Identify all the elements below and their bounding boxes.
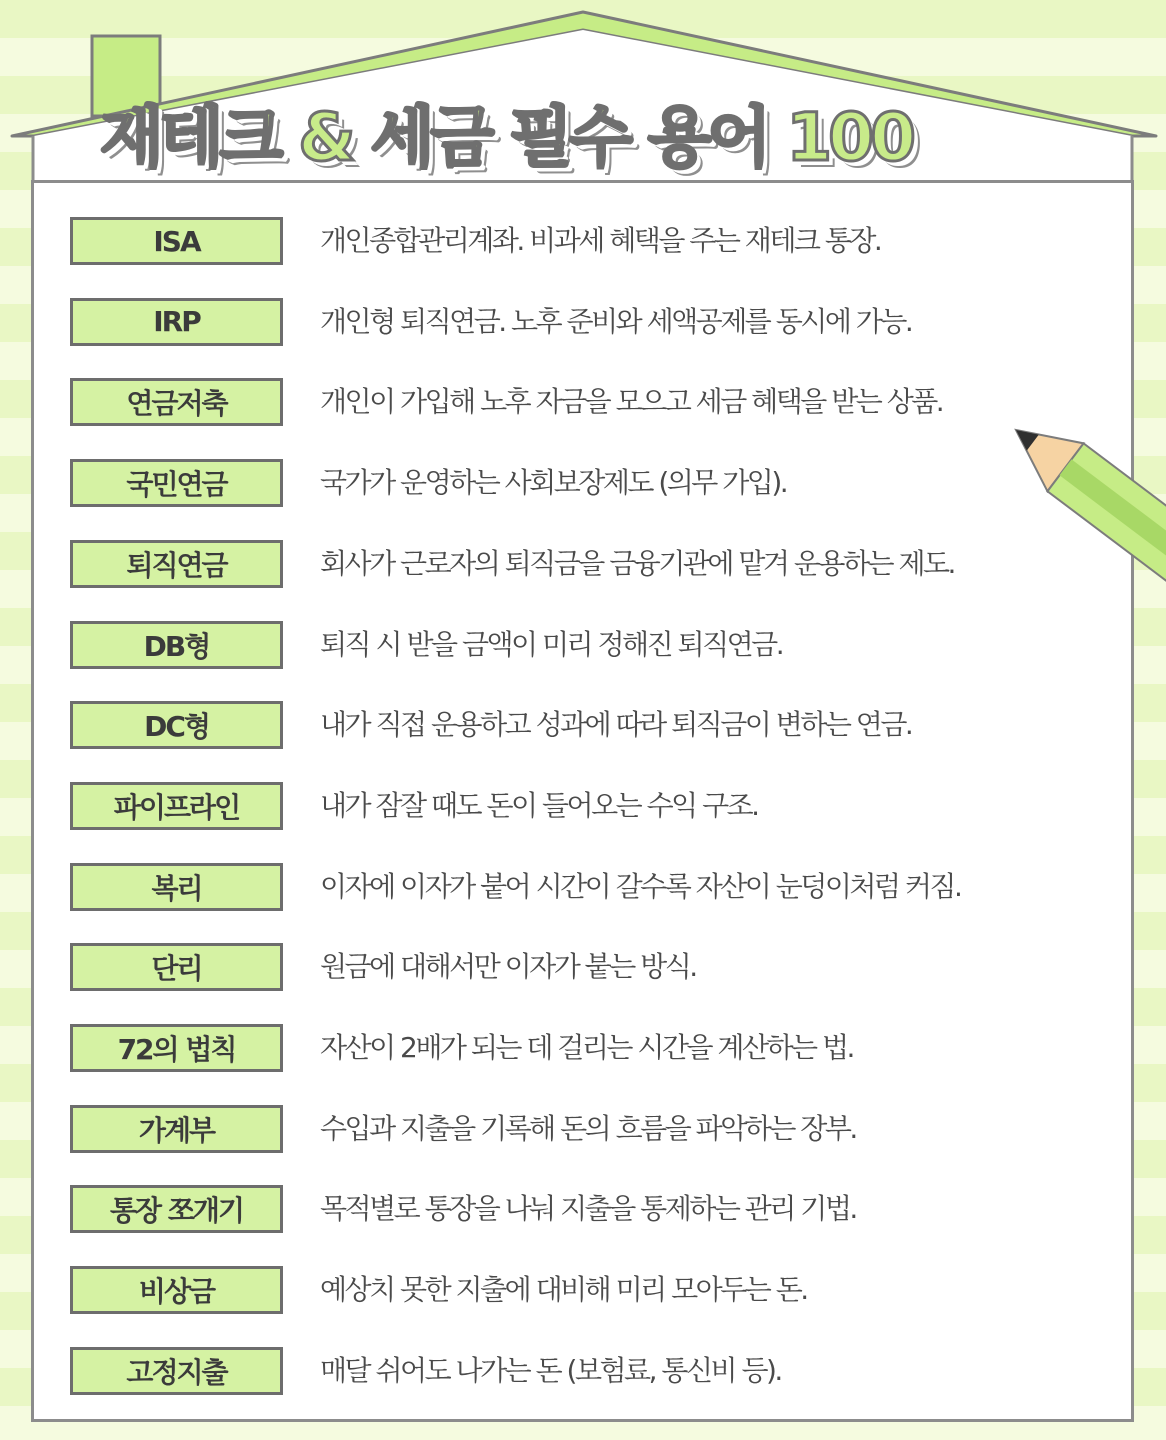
term-label: 퇴직연금 (70, 540, 283, 588)
pencil-icon (1000, 410, 1166, 640)
term-label: 가계부 (70, 1105, 283, 1153)
term-label: 국민연금 (70, 459, 283, 507)
term-row (70, 621, 1130, 673)
term-label: 통장 쪼개기 (70, 1185, 283, 1233)
term-description: 회사가 근로자의 퇴직금을 금융기관에 맡겨 운용하는 제도. (320, 546, 954, 580)
term-description: 원금에 대해서만 이자가 붙는 방식. (320, 950, 696, 984)
term-row (70, 943, 1130, 995)
term-description: 내가 잠잘 때도 돈이 들어오는 수익 구조. (320, 788, 758, 822)
term-description: 매달 쉬어도 나가는 돈 (보험료, 통신비 등). (320, 1353, 781, 1387)
term-row (70, 1347, 1130, 1399)
term-row (70, 1105, 1130, 1157)
term-row (70, 863, 1130, 915)
term-row (70, 217, 1130, 269)
term-description: 내가 직접 운용하고 성과에 따라 퇴직금이 변하는 연금. (320, 708, 912, 742)
term-description: 개인종합관리계좌. 비과세 혜택을 주는 재테크 통장. (320, 224, 881, 257)
term-label: 단리 (70, 943, 283, 991)
term-label: ISA (70, 217, 283, 265)
term-row (70, 1185, 1130, 1237)
term-row (70, 1266, 1130, 1318)
term-label: 72의 법칙 (70, 1024, 283, 1072)
term-label: DC형 (70, 701, 283, 749)
term-row (70, 459, 1130, 511)
term-label: 고정지출 (70, 1347, 283, 1395)
term-description: 수입과 지출을 기록해 돈의 흐름을 파악하는 장부. (320, 1111, 856, 1145)
term-description: 개인형 퇴직연금. 노후 준비와 세액공제를 동시에 가능. (320, 304, 912, 338)
term-description: 퇴직 시 받을 금액이 미리 정해진 퇴직연금. (320, 627, 783, 661)
term-label: 연금저축 (70, 378, 283, 426)
term-description: 목적별로 통장을 나눠 지출을 통제하는 관리 기법. (320, 1192, 856, 1226)
term-row (70, 782, 1130, 834)
term-label: 복리 (70, 863, 283, 911)
term-description: 이자에 이자가 붙어 시간이 갈수록 자산이 눈덩이처럼 커짐. (320, 869, 961, 903)
glossary-panel (31, 180, 1134, 1422)
term-row (70, 298, 1130, 350)
term-description: 예상치 못한 지출에 대비해 미리 모아두는 돈. (320, 1273, 807, 1307)
term-description: 국가가 운영하는 사회보장제도 (의무 가입). (320, 466, 787, 500)
term-description: 개인이 가입해 노후 자금을 모으고 세금 혜택을 받는 상품. (320, 385, 943, 419)
term-row (70, 540, 1130, 592)
term-label: 파이프라인 (70, 782, 283, 830)
term-description: 자산이 2배가 되는 데 걸리는 시간을 계산하는 법. (320, 1031, 853, 1064)
term-label: 비상금 (70, 1266, 283, 1314)
term-row (70, 701, 1130, 753)
term-label: DB형 (70, 621, 283, 669)
term-label: IRP (70, 298, 283, 346)
term-row (70, 378, 1130, 430)
term-row (70, 1024, 1130, 1076)
page-title: 재테크 & 세금 필수 용어 100 (100, 99, 913, 176)
